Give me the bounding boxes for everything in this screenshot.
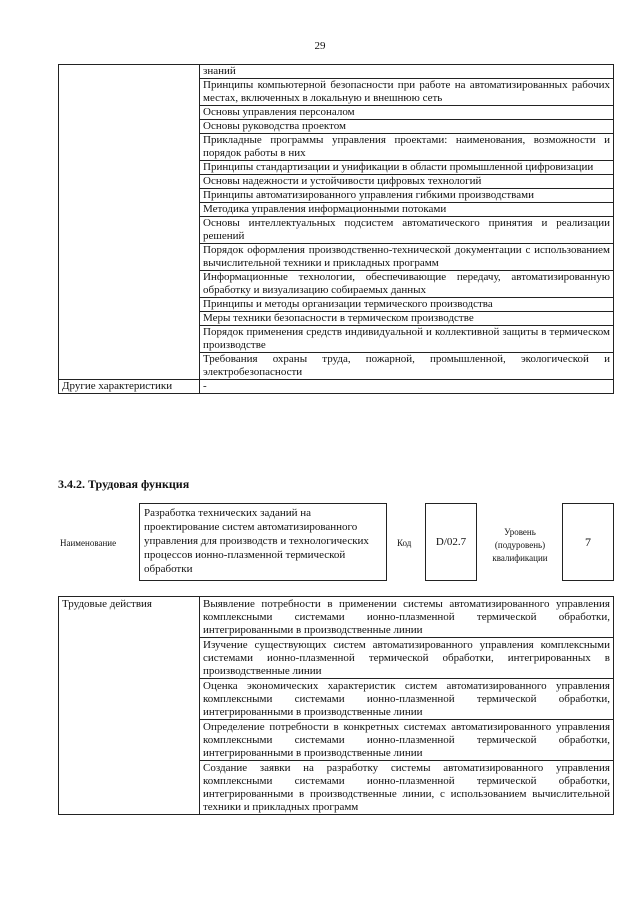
- qualification-level-label: Уровень (подуровень) квалификации: [492, 527, 548, 563]
- knowledge-label-cell: [59, 65, 200, 380]
- knowledge-item: Информационные технологии, обеспечивающие передачу, автоматизированную обработку и визуализацию собираемых данных: [200, 271, 614, 298]
- code-label: Код: [397, 538, 412, 548]
- knowledge-item: Принципы стандартизации и унификации в области промышленной цифровизации: [200, 161, 614, 175]
- labor-action-item: Выявление потребности в применении системы автоматизированного управления комплексными системами ионно-плазменной термической обработки, интегрированными в производственные линии: [200, 597, 614, 638]
- knowledge-item: Основы управления персоналом: [200, 106, 614, 120]
- code-value: D/02.7: [435, 536, 467, 548]
- knowledge-item: Меры техники безопасности в термическом производстве: [200, 312, 614, 326]
- labor-actions-label: Трудовые действия: [59, 597, 200, 815]
- knowledge-item: Порядок оформления производственно-технической документации с использованием вычислительной техники и прикладных программ: [200, 244, 614, 271]
- knowledge-item: Принципы и методы организации термического производства: [200, 298, 614, 312]
- labor-action-item: Изучение существующих систем автоматизированного управления комплексными системами ионно-плазменной термической обработки, интегрированных в производственные линии: [200, 638, 614, 679]
- knowledge-item: Порядок применения средств индивидуальной и коллективной защиты в термическом производстве: [200, 326, 614, 353]
- other-characteristics-value: -: [200, 380, 614, 394]
- knowledge-item: Требования охраны труда, пожарной, промышленной, экологической и электробезопасности: [200, 353, 614, 380]
- name-label: Наименование: [60, 538, 117, 548]
- labor-action-item: Создание заявки на разработку системы автоматизированного управления комплексными системами ионно-плазменной термической обработки, интегрированными в производственные линии, с использованием вычислительной техники и прикладных программ: [200, 761, 614, 815]
- section-heading: 3.4.2. Трудовая функция: [58, 477, 190, 491]
- knowledge-table: [58, 64, 614, 394]
- labor-actions-table: [58, 596, 614, 815]
- function-name-box: Разработка технических заданий на проектирование систем автоматизированного управления для производств и технологических процессов ионно-плазменной термической обработки: [139, 503, 387, 581]
- labor-action-item: Определение потребности в конкретных системах автоматизированного управления комплексными системами ионно-плазменной термической обработки, интегрированными в производственные линии: [200, 720, 614, 761]
- page-number: 29: [314, 40, 326, 52]
- other-characteristics-label: Другие характеристики: [59, 380, 200, 394]
- knowledge-item: Основы интеллектуальных подсистем автоматического принятия и реализации решений: [200, 217, 614, 244]
- qualification-level-box: [562, 503, 614, 581]
- knowledge-item: Прикладные программы управления проектами: наименования, возможности и порядок работы в них: [200, 134, 614, 161]
- knowledge-item: Принципы автоматизированного управления гибкими производствами: [200, 189, 614, 203]
- knowledge-item: Основы надежности и устойчивости цифровых технологий: [200, 175, 614, 189]
- knowledge-item: знаний: [200, 65, 614, 79]
- code-box: [425, 503, 477, 581]
- knowledge-item: Методика управления информационными потоками: [200, 203, 614, 217]
- labor-action-item: Оценка экономических характеристик систем автоматизированного управления комплексными системами ионно-плазменной термической обработки, интегрированными в производственные линии: [200, 679, 614, 720]
- knowledge-item: Основы руководства проектом: [200, 120, 614, 134]
- knowledge-item: Принципы компьютерной безопасности при работе на автоматизированных рабочих местах, включенных в локальную и внешнюю сеть: [200, 79, 614, 106]
- qualification-level-value: 7: [585, 534, 591, 549]
